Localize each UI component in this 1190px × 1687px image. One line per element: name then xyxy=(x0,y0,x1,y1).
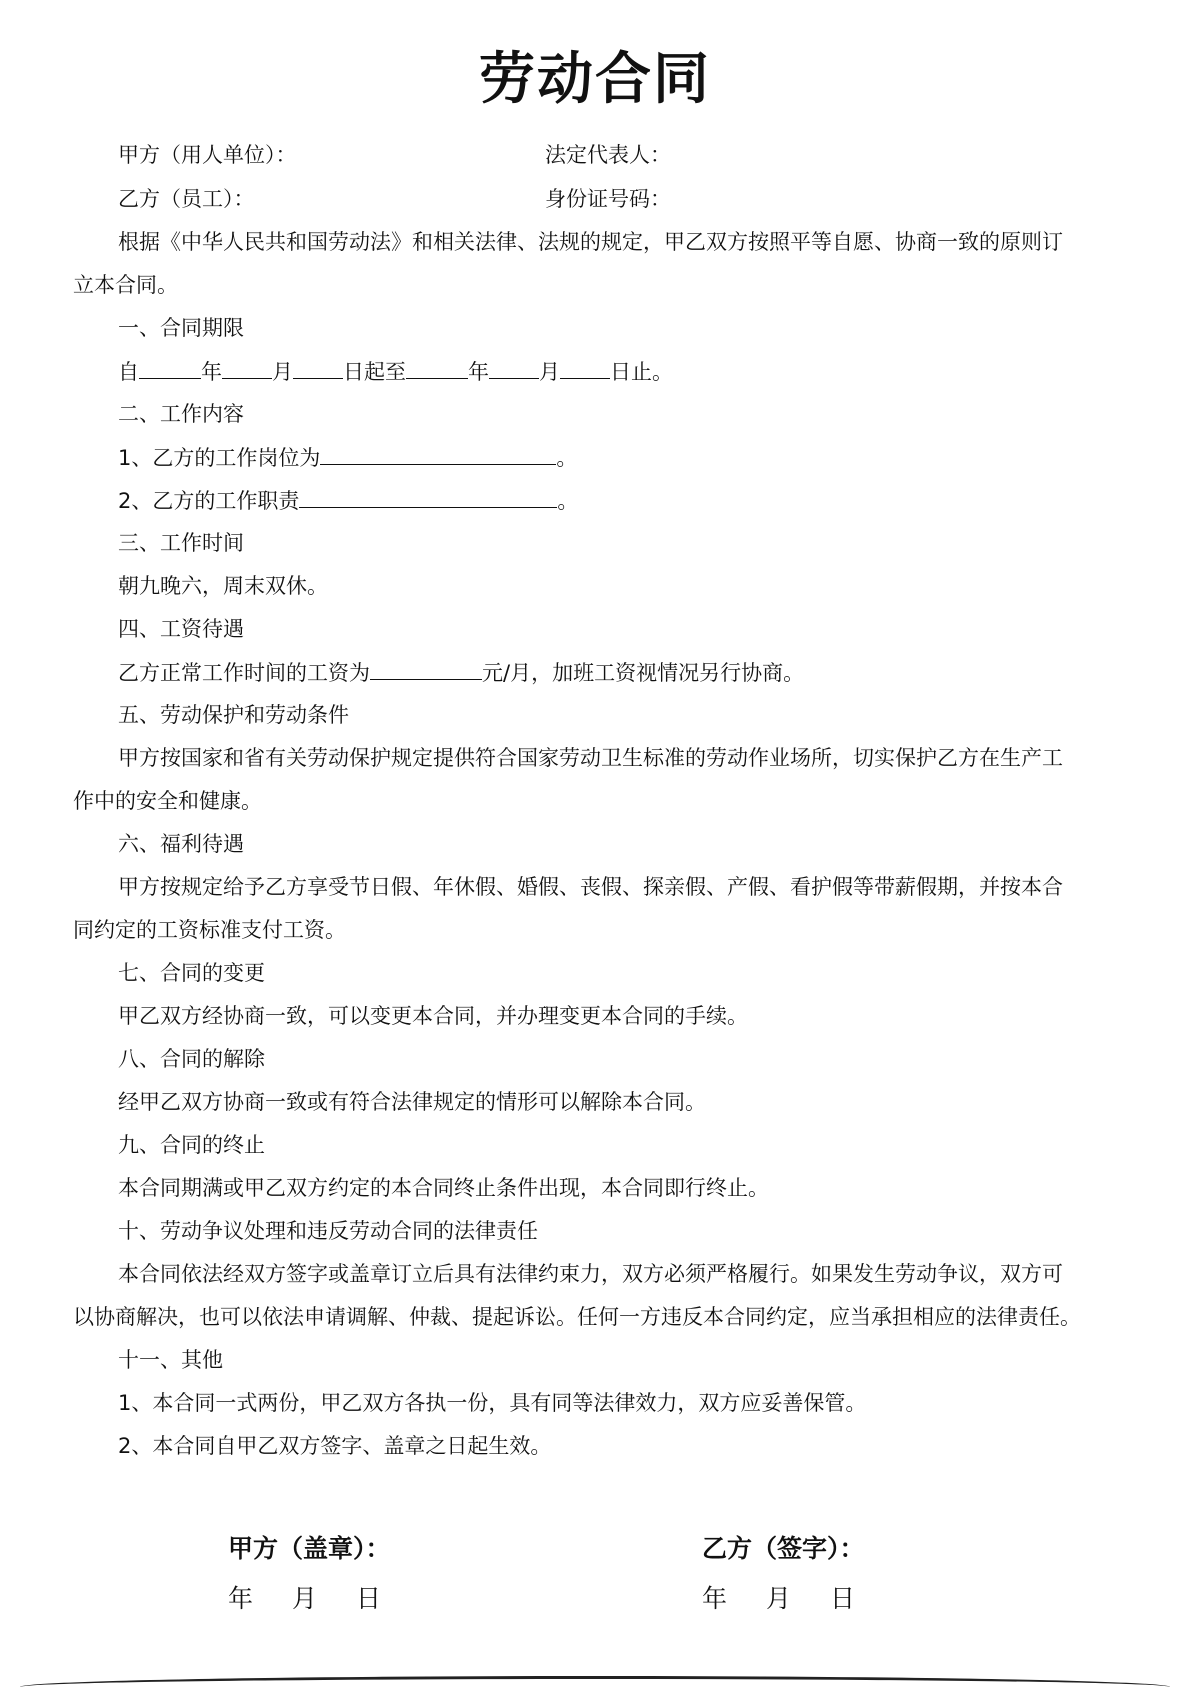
job-position-label: 1、乙方的工作岗位为 xyxy=(118,446,321,470)
salary-suffix: 元/月，加班工资视情况另行协商。 xyxy=(482,661,805,685)
job-duty-label: 2、乙方的工作职责 xyxy=(118,489,300,513)
party-b-day: 日 xyxy=(830,1584,856,1613)
section-10-line-1: 本合同依法经双方签字或盖章订立后具有法律约束力，双方必须严格履行。如果发生劳动争议，双方可 xyxy=(118,1262,1063,1286)
job-duty-line xyxy=(118,485,578,516)
term-until: 日起至 xyxy=(343,360,406,384)
party-b-month: 月 xyxy=(766,1584,792,1613)
section-10-line-2: 以协商解决，也可以依法申请调解、仲裁、提起诉讼。任何一方违反本合同约定，应当承担相应的法律责任。 xyxy=(73,1305,1081,1329)
job-position-line xyxy=(118,442,577,473)
section-4-heading: 四、工资待遇 xyxy=(118,617,244,641)
salary-label: 乙方正常工作时间的工资为 xyxy=(118,661,370,685)
party-a-year: 年 xyxy=(228,1584,254,1613)
party-a-month: 月 xyxy=(292,1584,318,1613)
section-2-heading: 二、工作内容 xyxy=(118,402,244,426)
work-time-body: 朝九晚六，周末双休。 xyxy=(118,574,328,598)
section-5-heading: 五、劳动保护和劳动条件 xyxy=(118,703,349,727)
party-b-sign-label: 乙方（签字）： xyxy=(702,1534,865,1563)
salary-blank[interactable] xyxy=(370,657,482,680)
section-8-body: 经甲乙双方协商一致或有符合法律规定的情形可以解除本合同。 xyxy=(118,1090,706,1114)
section-11-heading: 十一、其他 xyxy=(118,1348,223,1372)
section-9-heading: 九、合同的终止 xyxy=(118,1133,265,1157)
job-position-blank[interactable] xyxy=(320,442,556,465)
term-month-1: 月 xyxy=(272,360,293,384)
document-title: 劳动合同 xyxy=(479,47,711,112)
party-b-date xyxy=(702,1582,855,1616)
start-day-blank[interactable] xyxy=(293,356,343,379)
party-a-label: 甲方（用人单位）： xyxy=(118,143,297,167)
intro-line-2: 立本合同。 xyxy=(73,273,178,297)
party-b-year: 年 xyxy=(702,1584,728,1613)
job-duty-blank[interactable] xyxy=(299,485,557,508)
section-5-line-2: 作中的安全和健康。 xyxy=(73,789,262,813)
end-day-blank[interactable] xyxy=(560,356,610,379)
salary-line xyxy=(118,657,804,688)
term-month-2: 月 xyxy=(539,360,560,384)
section-6-line-1: 甲方按规定给予乙方享受节日假、年休假、婚假、丧假、探亲假、产假、看护假等带薪假期，并按本合 xyxy=(118,875,1063,899)
id-number-label: 身份证号码： xyxy=(545,187,671,211)
section-11-item-1: 1、本合同一式两份，甲乙双方各执一份，具有同等法律效力，双方应妥善保管。 xyxy=(118,1391,867,1415)
term-end: 日止。 xyxy=(610,360,673,384)
contract-term-line xyxy=(118,356,673,387)
term-from: 自 xyxy=(118,360,139,384)
party-a-day: 日 xyxy=(356,1584,382,1613)
job-duty-end: 。 xyxy=(557,489,579,513)
end-month-blank[interactable] xyxy=(489,356,539,379)
section-6-heading: 六、福利待遇 xyxy=(118,832,244,856)
job-position-end: 。 xyxy=(556,446,578,470)
section-9-body: 本合同期满或甲乙双方约定的本合同终止条件出现，本合同即行终止。 xyxy=(118,1176,769,1200)
section-11-item-2: 2、本合同自甲乙双方签字、盖章之日起生效。 xyxy=(118,1434,552,1458)
intro-line-1: 根据《中华人民共和国劳动法》和相关法律、法规的规定，甲乙双方按照平等自愿、协商一致的原则订 xyxy=(118,230,1063,254)
party-a-date xyxy=(228,1582,381,1616)
legal-rep-label: 法定代表人： xyxy=(545,143,671,167)
section-5-line-1: 甲方按国家和省有关劳动保护规定提供符合国家劳动卫生标准的劳动作业场所，切实保护乙方在生产工 xyxy=(118,746,1063,770)
section-6-line-2: 同约定的工资标准支付工资。 xyxy=(73,918,346,942)
page-bottom-edge xyxy=(20,1676,1170,1687)
section-10-heading: 十、劳动争议处理和违反劳动合同的法律责任 xyxy=(118,1219,538,1243)
section-3-heading: 三、工作时间 xyxy=(118,531,244,555)
party-a-seal-label: 甲方（盖章）： xyxy=(228,1534,391,1563)
start-month-blank[interactable] xyxy=(222,356,272,379)
end-year-blank[interactable] xyxy=(406,356,468,379)
section-7-body: 甲乙双方经协商一致，可以变更本合同，并办理变更本合同的手续。 xyxy=(118,1004,748,1028)
section-1-heading: 一、合同期限 xyxy=(118,316,244,340)
party-b-label: 乙方（员工）： xyxy=(118,187,255,211)
term-year-2: 年 xyxy=(468,360,489,384)
term-year-1: 年 xyxy=(201,360,222,384)
start-year-blank[interactable] xyxy=(139,356,201,379)
section-7-heading: 七、合同的变更 xyxy=(118,961,265,985)
section-8-heading: 八、合同的解除 xyxy=(118,1047,265,1071)
